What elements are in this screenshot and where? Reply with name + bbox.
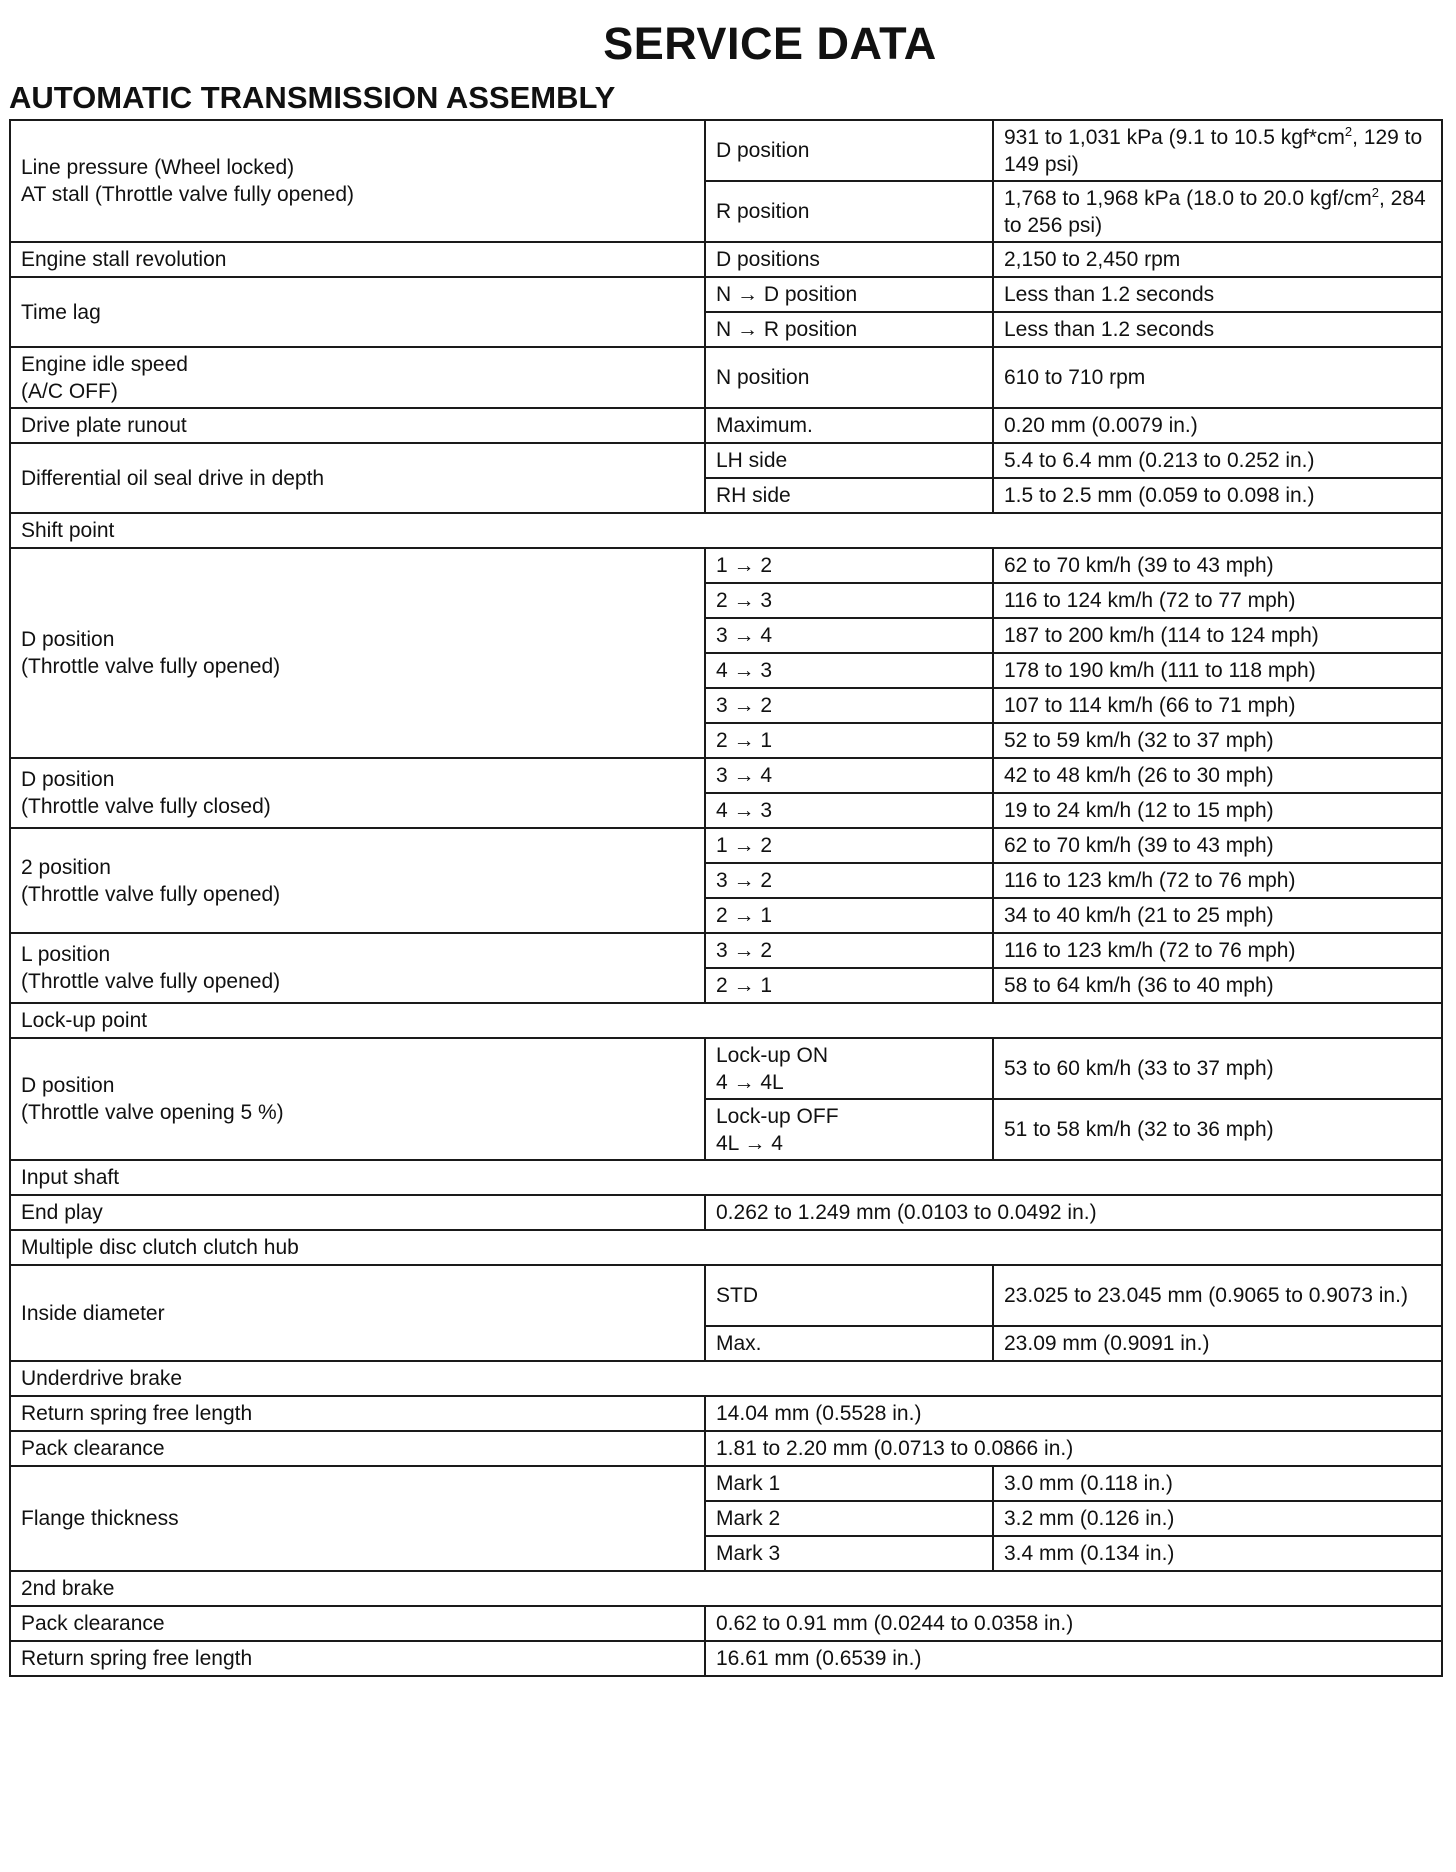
condition-cell: Mark 2: [705, 1501, 993, 1536]
condition-cell: 4 → 3: [705, 653, 993, 688]
condition-cell: 3 → 2: [705, 933, 993, 968]
value-cell: 1.81 to 2.20 mm (0.0713 to 0.0866 in.): [705, 1431, 1442, 1466]
condition-cell: 3 → 2: [705, 688, 993, 723]
value-cell: 62 to 70 km/h (39 to 43 mph): [993, 828, 1442, 863]
value-cell: 3.0 mm (0.118 in.): [993, 1466, 1442, 1501]
section-label: Underdrive brake: [10, 1361, 1442, 1396]
value-cell: 931 to 1,031 kPa (9.1 to 10.5 $kgf*cm^2$, 129 to 149 psi): [993, 120, 1442, 181]
spec-label: D position (Throttle valve opening 5 %): [10, 1038, 705, 1160]
value-cell: 16.61 mm (0.6539 in.): [705, 1641, 1442, 1676]
table-row: [10, 1641, 1442, 1676]
condition-cell: N → R position: [705, 312, 993, 347]
value-cell: 5.4 to 6.4 mm (0.213 to 0.252 in.): [993, 443, 1442, 478]
table-row: [10, 443, 1442, 478]
condition-cell: Mark 3: [705, 1536, 993, 1571]
value-cell: 116 to 123 km/h (72 to 76 mph): [993, 863, 1442, 898]
value-cell: 19 to 24 km/h (12 to 15 mph): [993, 793, 1442, 828]
condition-cell: Lock-up OFF 4L → 4: [705, 1099, 993, 1160]
value-cell: 610 to 710 rpm: [993, 347, 1442, 408]
table-row: [10, 242, 1442, 277]
section-row: [10, 1230, 1442, 1265]
section-label: 2nd brake: [10, 1571, 1442, 1606]
condition-cell: D position: [705, 120, 993, 181]
value-cell: Less than 1.2 seconds: [993, 312, 1442, 347]
value-cell: Less than 1.2 seconds: [993, 277, 1442, 312]
condition-cell: RH side: [705, 478, 993, 513]
table-row: [10, 1431, 1442, 1466]
condition-cell: 3 → 4: [705, 618, 993, 653]
table-row: [10, 277, 1442, 312]
spec-label: D position (Throttle valve fully closed): [10, 758, 705, 828]
spec-label: L position (Throttle valve fully opened): [10, 933, 705, 1003]
condition-cell: LH side: [705, 443, 993, 478]
spec-label: Return spring free length: [10, 1641, 705, 1676]
service-data-table: [9, 119, 1443, 1677]
condition-cell: STD: [705, 1265, 993, 1326]
value-cell: 52 to 59 km/h (32 to 37 mph): [993, 723, 1442, 758]
condition-cell: 2 → 1: [705, 898, 993, 933]
spec-label: Engine stall revolution: [10, 242, 705, 277]
condition-cell: Max.: [705, 1326, 993, 1361]
value-cell: 34 to 40 km/h (21 to 25 mph): [993, 898, 1442, 933]
section-row: [10, 513, 1442, 548]
condition-cell: Mark 1: [705, 1466, 993, 1501]
value-cell: 58 to 64 km/h (36 to 40 mph): [993, 968, 1442, 1003]
spec-label: Pack clearance: [10, 1606, 705, 1641]
spec-label: 2 position (Throttle valve fully opened): [10, 828, 705, 933]
spec-label: Flange thickness: [10, 1466, 705, 1571]
page-title: SERVICE DATA: [603, 18, 937, 69]
condition-cell: 3 → 2: [705, 863, 993, 898]
value-cell: 107 to 114 km/h (66 to 71 mph): [993, 688, 1442, 723]
condition-cell: D positions: [705, 242, 993, 277]
value-cell: 23.09 mm (0.9091 in.): [993, 1326, 1442, 1361]
spec-label: Return spring free length: [10, 1396, 705, 1431]
value-cell: 51 to 58 km/h (32 to 36 mph): [993, 1099, 1442, 1160]
table-row: [10, 1195, 1442, 1230]
condition-cell: Lock-up ON 4 → 4L: [705, 1038, 993, 1099]
spec-label: Drive plate runout: [10, 408, 705, 443]
table-row: [10, 1265, 1442, 1326]
condition-cell: 3 → 4: [705, 758, 993, 793]
section-row: [10, 1003, 1442, 1038]
value-cell: 23.025 to 23.045 mm (0.9065 to 0.9073 in.): [993, 1265, 1442, 1326]
spec-label: Engine idle speed (A/C OFF): [10, 347, 705, 408]
table-row: [10, 548, 1442, 583]
value-cell: 116 to 124 km/h (72 to 77 mph): [993, 583, 1442, 618]
table-row: [10, 1038, 1442, 1099]
section-title: AUTOMATIC TRANSMISSION ASSEMBLY: [9, 80, 616, 115]
condition-cell: 2 → 1: [705, 968, 993, 1003]
spec-label: Inside diameter: [10, 1265, 705, 1361]
spec-label: End play: [10, 1195, 705, 1230]
section-row: [10, 1160, 1442, 1195]
table-row: [10, 933, 1442, 968]
value-cell: 53 to 60 km/h (33 to 37 mph): [993, 1038, 1442, 1099]
condition-cell: 4 → 3: [705, 793, 993, 828]
section-row: [10, 1571, 1442, 1606]
section-label: Input shaft: [10, 1160, 1442, 1195]
condition-cell: R position: [705, 181, 993, 242]
condition-cell: Maximum.: [705, 408, 993, 443]
value-cell: 1,768 to 1,968 kPa (18.0 to 20.0 kgf/$cm^2$, 284 to 256 psi): [993, 181, 1442, 242]
table-row: [10, 828, 1442, 863]
table-row: [10, 1466, 1442, 1501]
spec-label: D position (Throttle valve fully opened): [10, 548, 705, 758]
value-cell: 2,150 to 2,450 rpm: [993, 242, 1442, 277]
table-row: [10, 758, 1442, 793]
condition-cell: N position: [705, 347, 993, 408]
value-cell: 42 to 48 km/h (26 to 30 mph): [993, 758, 1442, 793]
condition-cell: 1 → 2: [705, 548, 993, 583]
spec-label: Pack clearance: [10, 1431, 705, 1466]
value-cell: 0.262 to 1.249 mm (0.0103 to 0.0492 in.): [705, 1195, 1442, 1230]
condition-cell: 1 → 2: [705, 828, 993, 863]
value-cell: 0.20 mm (0.0079 in.): [993, 408, 1442, 443]
spec-label: Line pressure (Wheel locked) AT stall (Throttle valve fully opened): [10, 120, 705, 242]
value-cell: 178 to 190 km/h (111 to 118 mph): [993, 653, 1442, 688]
condition-cell: N → D position: [705, 277, 993, 312]
section-row: [10, 1361, 1442, 1396]
section-label: Lock-up point: [10, 1003, 1442, 1038]
value-cell: 116 to 123 km/h (72 to 76 mph): [993, 933, 1442, 968]
value-cell: 187 to 200 km/h (114 to 124 mph): [993, 618, 1442, 653]
table-row: [10, 1606, 1442, 1641]
value-cell: 1.5 to 2.5 mm (0.059 to 0.098 in.): [993, 478, 1442, 513]
section-label: Multiple disc clutch clutch hub: [10, 1230, 1442, 1265]
value-cell: 3.4 mm (0.134 in.): [993, 1536, 1442, 1571]
value-cell: 14.04 mm (0.5528 in.): [705, 1396, 1442, 1431]
value-cell: 0.62 to 0.91 mm (0.0244 to 0.0358 in.): [705, 1606, 1442, 1641]
value-cell: 3.2 mm (0.126 in.): [993, 1501, 1442, 1536]
value-cell: 62 to 70 km/h (39 to 43 mph): [993, 548, 1442, 583]
table-row: [10, 120, 1442, 181]
condition-cell: 2 → 1: [705, 723, 993, 758]
spec-label: Differential oil seal drive in depth: [10, 443, 705, 513]
table-row: [10, 408, 1442, 443]
condition-cell: 2 → 3: [705, 583, 993, 618]
table-row: [10, 1396, 1442, 1431]
spec-label: Time lag: [10, 277, 705, 347]
section-label: Shift point: [10, 513, 1442, 548]
table-row: [10, 347, 1442, 408]
